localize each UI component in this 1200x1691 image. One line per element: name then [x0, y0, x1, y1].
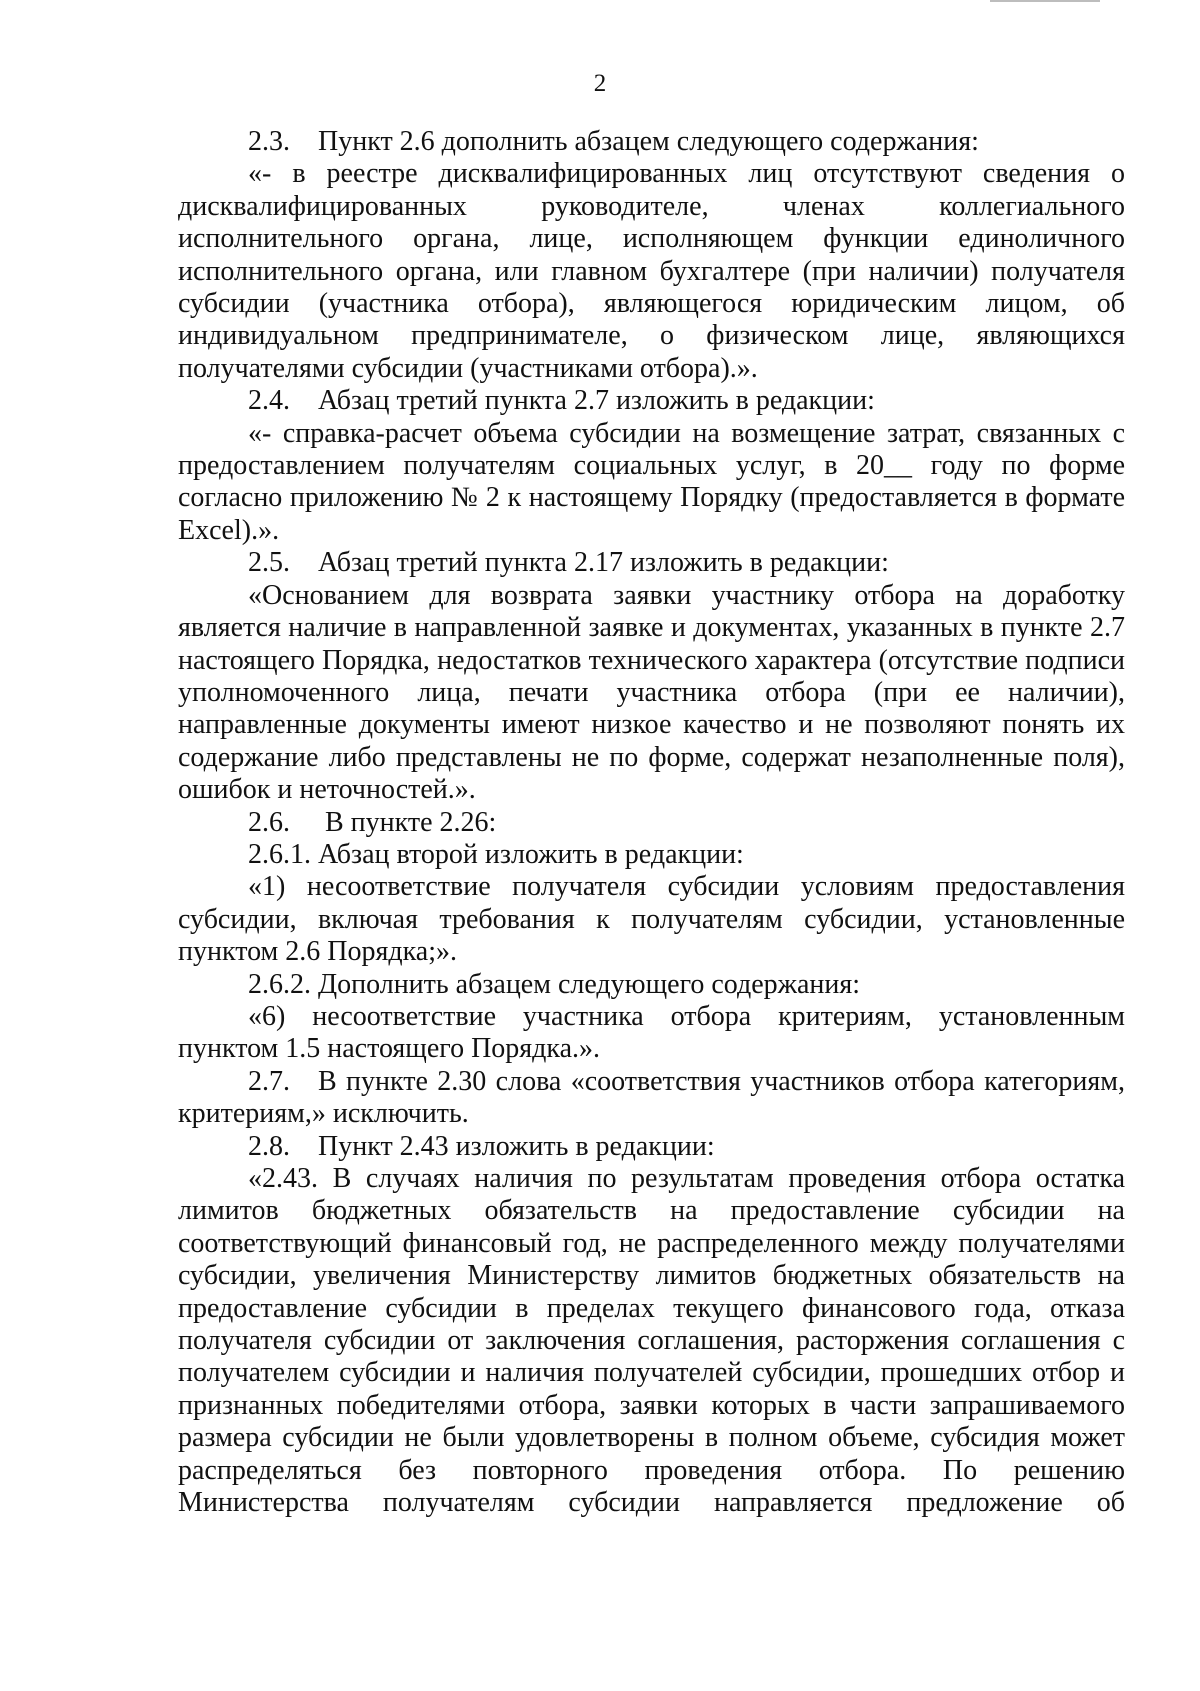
paragraph-2-5-text: «Основанием для возврата заявки участнику отбора на доработку является наличие в направленной заявке и документах, указанных в пункте 2.7 настоящего Порядка, недостатков технического характера (отсутствие подписи уполномоченного лица, печати участника отбора (при ее наличии), направленные документы имеют низкое качество и не позволяют понять их содержание либо представлены не по форме, содержат незаполненные поля), ошибок и неточностей.».: [178, 579, 1125, 806]
paragraph-2-7: 2.7. В пункте 2.30 слова «соответствия участников отбора категориям, критериям,» исключить.: [178, 1065, 1125, 1130]
paragraph-2-6-2-heading: 2.6.2. Дополнить абзацем следующего содержания:: [248, 968, 861, 1000]
paragraph-2-8-heading: 2.8. Пункт 2.43 изложить в редакции:: [248, 1130, 715, 1162]
paragraph-2-6-1-text: «1) несоответствие получателя субсидии условиям предоставления субсидии, включая требования к получателям субсидии, установленные пунктом 2.6 Порядка;».: [178, 871, 1125, 968]
page-number: 2: [593, 70, 607, 97]
scan-edge-mark: [990, 0, 1100, 2]
paragraph-2-4-text: «- справка-расчет объема субсидии на возмещение затрат, связанных с предоставлением получателям социальных услуг, в 20__ году по форме согласно приложению № 2 к настоящему Порядку (предоставляется в формате Excel).».: [178, 417, 1125, 546]
document-body: [178, 126, 1125, 1519]
paragraph-2-4-heading: 2.4. Абзац третий пункта 2.7 изложить в редакции:: [248, 385, 875, 417]
paragraph-2-8-text: «2.43. В случаях наличия по результатам проведения отбора остатка лимитов бюджетных обязательств на предоставление субсидии на соответствующий финансовый год, не распределенного между получателями субсидии, увеличения Министерству лимитов бюджетных обязательств на предоставление субсидии в пределах текущего финансового года, отказа получателя субсидии от заключения соглашения, расторжения соглашения с получателем субсидии и наличия получателей субсидии, прошедших отбор и признанных победителями отбора, заявки которых в части запрашиваемого размера субсидии не были удовлетворены в полном объеме, субсидия может распределяться без повторного проведения отбора. По решению Министерства получателям субсидии направляется предложение об: [178, 1163, 1125, 1519]
paragraph-2-3-heading: 2.3. Пункт 2.6 дополнить абзацем следующего содержания:: [248, 126, 979, 157]
paragraph-2-6-1-heading: 2.6.1. Абзац второй изложить в редакции:: [248, 838, 744, 870]
paragraph-2-3-text: «- в реестре дисквалифицированных лиц отсутствуют сведения о дисквалифицированных руководителе, членах коллегиального исполнительного органа, лице, исполняющем функции единоличного исполнительного органа, или главном бухгалтере (при наличии) получателя субсидии (участника отбора), являющегося юридическим лицом, об индивидуальном предпринимателе, о физическом лице, являющихся получателями субсидии (участниками отбора).».: [178, 158, 1125, 384]
paragraph-2-5-heading: 2.5. Абзац третий пункта 2.17 изложить в редакции:: [248, 547, 889, 579]
paragraph-2-6-2-text: «6) несоответствие участника отбора критериям, установленным пунктом 1.5 настоящего Порядка.».: [178, 1000, 1125, 1065]
paragraph-2-6-heading: 2.6. В пункте 2.26:: [248, 806, 497, 838]
